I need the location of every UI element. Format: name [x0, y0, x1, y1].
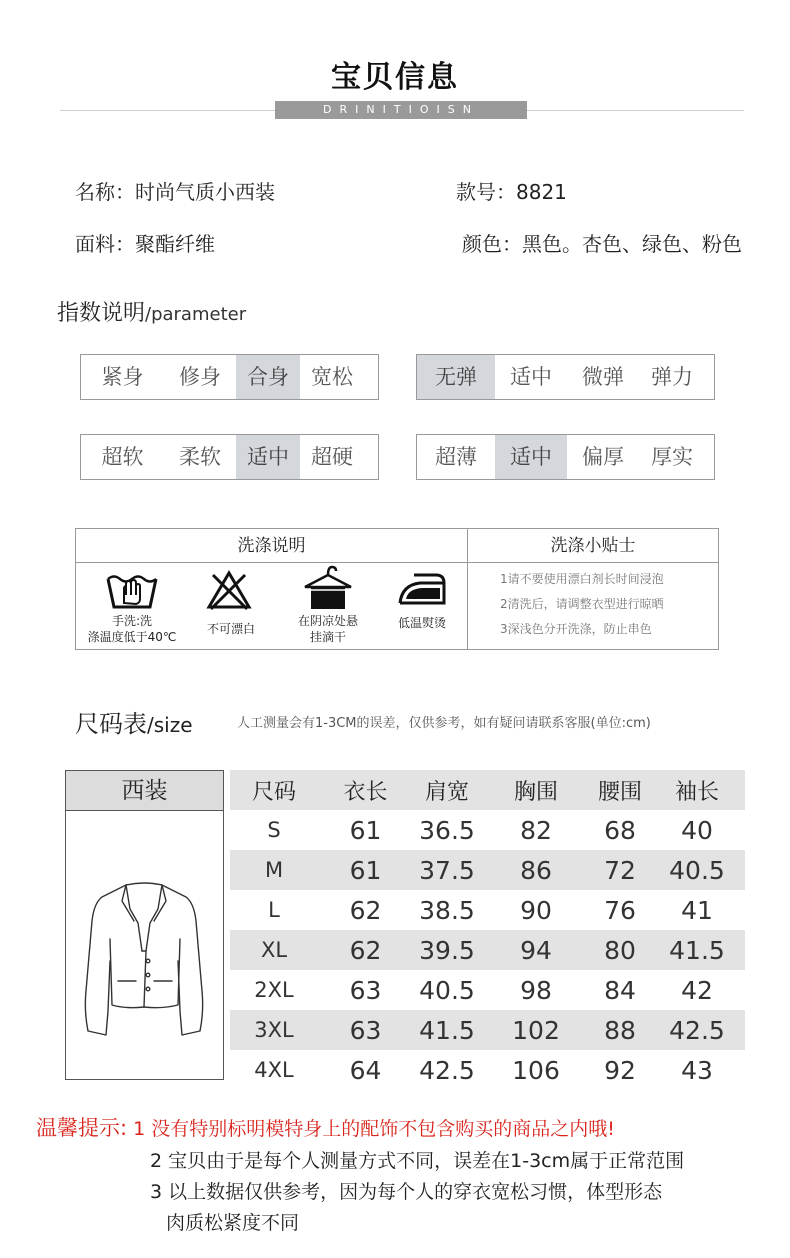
column-header: 衣长 [343, 779, 388, 805]
size-cell: 4XL [254, 1058, 294, 1082]
hand-wash-caption [76, 613, 188, 645]
hang-dry-caption-line2: 挂滴干 [309, 630, 346, 644]
size-cell: 41 [681, 895, 713, 925]
notice-text-1: 1 没有特别标明模特身上的配饰不包含购买的商品之内哦! [133, 1118, 615, 1140]
hand-wash-caption-line2: 涤温度低于40℃ [87, 630, 177, 644]
wash-divider [467, 529, 468, 649]
hand-wash-icon [104, 569, 160, 611]
size-cell: 42.5 [419, 1055, 475, 1085]
notice-label: 温馨提示: [36, 1116, 128, 1140]
table-row [230, 890, 745, 930]
product-fabric: 面料：聚酯纤维 [75, 232, 215, 256]
column-header: 肩宽 [424, 779, 469, 805]
size-cell: 64 [349, 1055, 382, 1085]
notice-line-4: 肉质松紧度不同 [166, 1212, 300, 1234]
hang-dry-icon [301, 563, 355, 613]
size-cell: 3XL [254, 1018, 294, 1042]
wash-tips-header: 洗涤小贴士 [468, 529, 718, 563]
softness-option: 超软 [101, 445, 144, 469]
softness-option: 超硬 [311, 445, 353, 469]
size-cell: 76 [604, 895, 636, 925]
product-colors: 颜色：黑色。杏色、绿色、粉色 [462, 232, 742, 256]
thickness-option: 厚实 [651, 445, 693, 469]
size-title [75, 704, 193, 739]
size-cell: 40.5 [669, 855, 725, 885]
wash-tip: 1请不要使用漂白剂长时间浸泡 [500, 572, 664, 586]
size-cell: 36.5 [419, 815, 475, 845]
elasticity-scale [416, 354, 715, 400]
size-note: 人工测量会有1-3CM的误差，仅供参考，如有疑问请联系客服(单位:cm) [237, 716, 651, 731]
hang-dry-caption [283, 613, 373, 645]
size-cell: 84 [604, 975, 636, 1005]
size-cell: 62 [349, 935, 382, 965]
parameter-title-cn: 指数说明 [57, 301, 146, 326]
thickness-option-selected: 适中 [495, 435, 567, 479]
table-row [230, 1010, 745, 1050]
softness-option-selected: 适中 [236, 435, 300, 479]
size-cell: 40.5 [419, 975, 475, 1005]
wash-instructions [75, 528, 719, 650]
size-cell: 41.5 [419, 1015, 475, 1045]
elasticity-option-selected: 无弹 [417, 355, 495, 399]
size-cell: 102 [512, 1015, 560, 1045]
size-cell: 94 [520, 935, 552, 965]
size-cell: 39.5 [419, 935, 475, 965]
size-title-cn: 尺码表 [75, 710, 147, 738]
size-cell: 68 [604, 815, 636, 845]
table-row [230, 850, 745, 890]
parameter-title-en: /parameter [145, 304, 247, 325]
garment-image-box [65, 770, 224, 1080]
page-subtitle: DRINITIOISN [275, 101, 527, 119]
fit-option-selected: 合身 [236, 355, 300, 399]
wash-header: 洗涤说明 [76, 529, 467, 563]
size-cell: 92 [604, 1055, 636, 1085]
elasticity-option: 适中 [510, 365, 552, 389]
size-cell: 40 [681, 815, 713, 845]
elasticity-option: 微弹 [582, 365, 624, 389]
page-title: 宝贝信息 [331, 60, 459, 95]
wash-tip: 3深浅色分开洗涤，防止串色 [500, 622, 652, 636]
blazer-sketch-icon [66, 811, 223, 1079]
no-bleach-icon [206, 569, 252, 611]
size-cell: 106 [512, 1055, 560, 1085]
parameter-title [57, 296, 246, 327]
size-cell: 63 [349, 1015, 382, 1045]
fit-option: 紧身 [101, 365, 144, 389]
notice-line-3: 3 以上数据仅供参考，因为每个人的穿衣宽松习惯，体型形态 [150, 1181, 663, 1203]
size-cell: 61 [349, 815, 382, 845]
size-cell: 80 [604, 935, 636, 965]
size-cell: 43 [681, 1055, 713, 1085]
size-cell: M [264, 858, 284, 882]
table-row [230, 970, 745, 1010]
fit-option: 宽松 [311, 365, 353, 389]
size-cell: 2XL [254, 978, 294, 1002]
size-cell: 37.5 [419, 855, 475, 885]
column-header: 尺码 [251, 779, 296, 805]
thickness-option: 偏厚 [582, 445, 624, 469]
size-title-en: /size [147, 713, 193, 737]
notice-line-2: 2 宝贝由于是每个人测量方式不同，误差在1-3cm属于正常范围 [150, 1150, 685, 1172]
hang-dry-caption-line1: 在阴凉处悬 [297, 614, 358, 628]
size-cell: 63 [349, 975, 382, 1005]
size-cell: 88 [604, 1015, 636, 1045]
column-header: 胸围 [513, 779, 558, 805]
size-table-header [230, 770, 745, 810]
size-cell: L [268, 898, 280, 922]
table-row [230, 810, 745, 850]
thickness-option: 超薄 [435, 445, 477, 469]
product-name: 名称：时尚气质小西装 [75, 180, 275, 204]
size-cell: 62 [349, 895, 382, 925]
wash-tip: 2清洗后，请调整衣型进行晾晒 [500, 597, 664, 611]
table-row [230, 930, 745, 970]
garment-label: 西装 [66, 771, 223, 811]
size-cell: 42 [681, 975, 713, 1005]
thickness-scale [416, 434, 715, 480]
no-bleach-caption: 不可漂白 [206, 622, 255, 636]
size-cell: 86 [520, 855, 552, 885]
iron-low-icon [396, 571, 448, 607]
fit-scale [80, 354, 379, 400]
size-cell: XL [260, 938, 288, 962]
size-cell: 38.5 [419, 895, 475, 925]
softness-scale [80, 434, 379, 480]
size-cell: 72 [604, 855, 636, 885]
product-style-no: 款号：8821 [456, 180, 567, 204]
size-cell: S [267, 818, 281, 842]
notice-line-1 [36, 1112, 615, 1142]
table-row [230, 1050, 745, 1090]
iron-low-caption: 低温熨烫 [397, 616, 446, 630]
size-cell: 61 [349, 855, 382, 885]
size-cell: 42.5 [669, 1015, 725, 1045]
size-table [230, 770, 745, 1090]
column-header: 腰围 [597, 779, 642, 805]
size-cell: 41.5 [669, 935, 725, 965]
column-header: 袖长 [674, 779, 719, 805]
size-cell: 82 [520, 815, 552, 845]
hand-wash-caption-line1: 手洗:洗 [111, 614, 153, 628]
fit-option: 修身 [179, 365, 221, 389]
size-cell: 90 [520, 895, 552, 925]
elasticity-option: 弹力 [651, 365, 693, 389]
size-cell: 98 [520, 975, 552, 1005]
softness-option: 柔软 [179, 445, 221, 469]
